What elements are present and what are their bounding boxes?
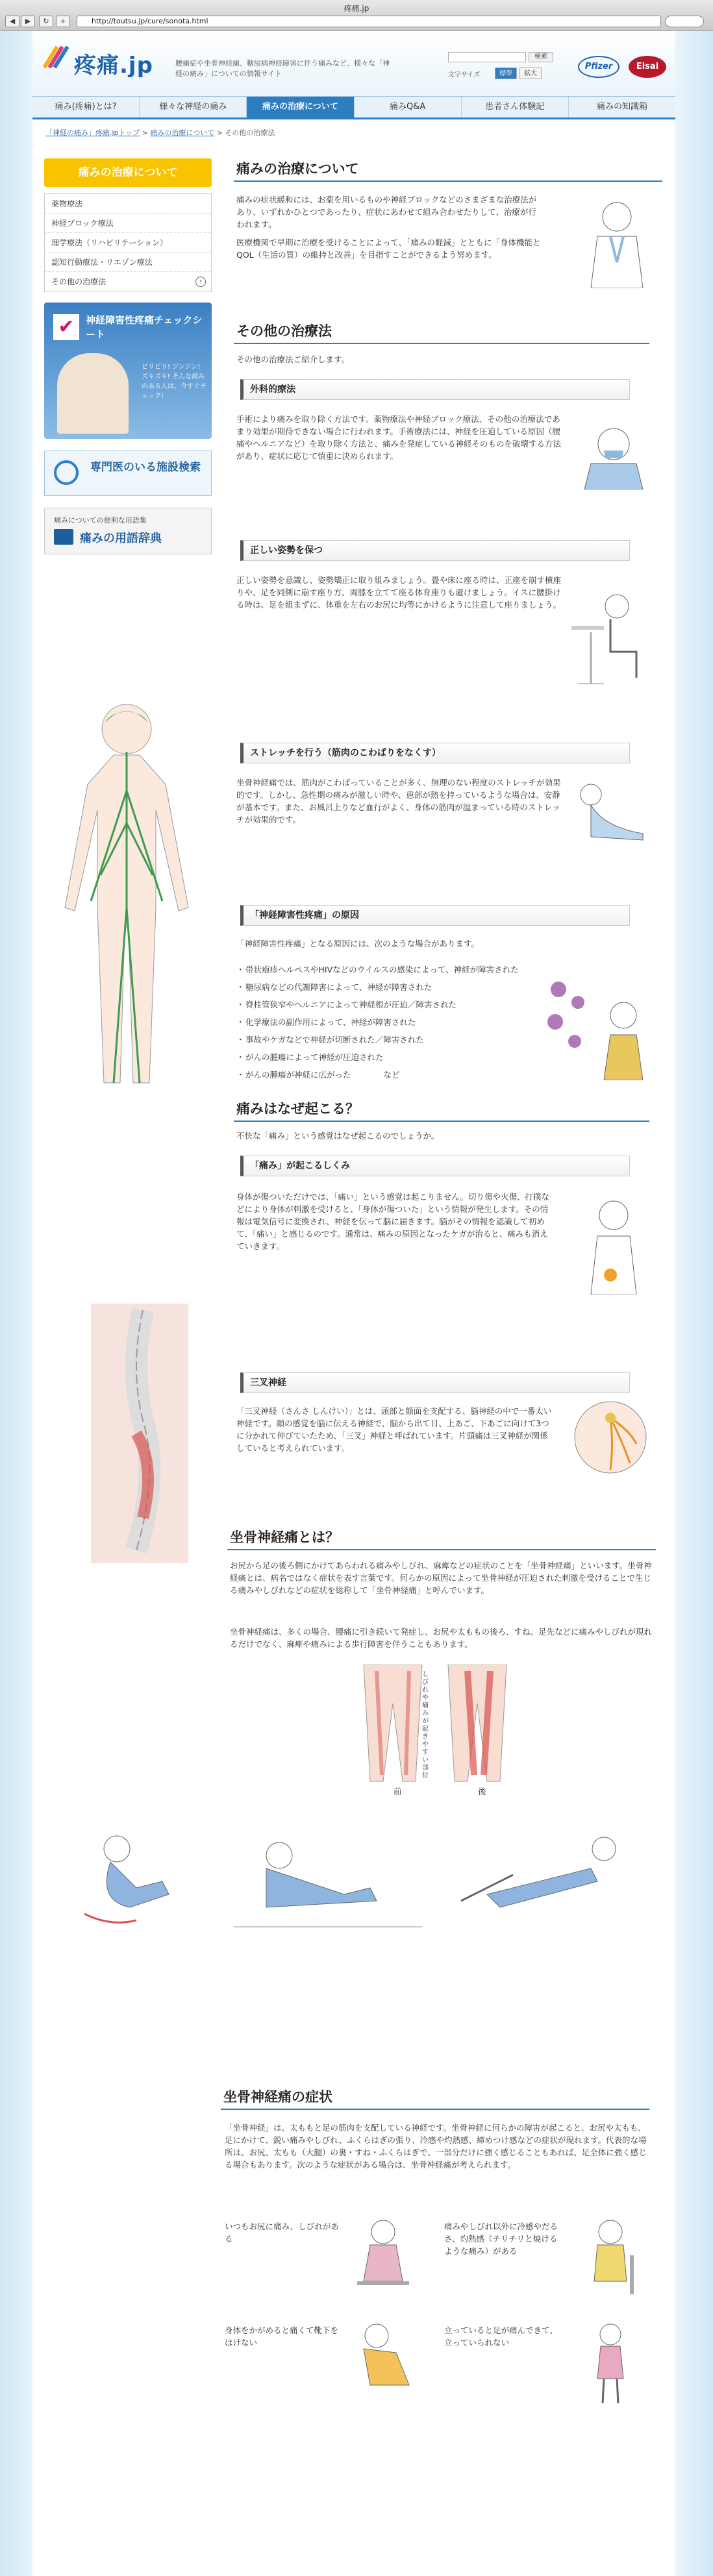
- leg-diagram: [351, 1665, 519, 1794]
- stretching-illustration: [565, 775, 656, 847]
- list-item: ・ 脊柱管狭窄やヘルニアによって神経根が圧迫／障害された: [236, 998, 522, 1011]
- content-wrapper: [32, 31, 675, 2576]
- symptom-4: [444, 2324, 561, 2349]
- chair-pain-illustration: [571, 2216, 656, 2301]
- mechanism-paragraph: 身体が傷ついただけでは、「痛い」という感覚は起こりません。切り傷や火傷、打撲などにより身体が刺激を受けると、「身体が傷ついた」という情報が発生します。その情報は電気信号に変換され、神経を伝って脳に届きます。脳がその情報を認識して初めて、「痛い」と感じるのです。通常は、痛みの原因となったケガが治ると、痛みも消えていきます。: [236, 1192, 550, 1251]
- logo-swoosh-icon: [43, 44, 69, 70]
- cause-intro: 「神経障害性疼痛」となる原因には、次のような場合があります。: [236, 939, 480, 948]
- breadcrumb-sep: >: [216, 129, 223, 137]
- breadcrumb-parent[interactable]: 痛みの治療について: [150, 129, 215, 137]
- virus-illustration: [539, 970, 656, 1080]
- stretch-paragraph: 坐骨神経痛では、筋肉がこわばっていることが多く、無理のない程度のストレッチが効果的です。しかし、急性期の痛みが激しい時や、患部が熱を持っているような場合は、安静が基本です。また、お風呂上りなど血行がよく、身体の筋肉が温まっている時のストレッチが効果的です。: [236, 778, 561, 824]
- site-logo[interactable]: 疼痛.jp: [74, 53, 153, 79]
- list-item: ・ 帯状疱疹ヘルペスやHIVなどのウイルスの感染によって、神経が障害された: [236, 963, 522, 976]
- gnav-qa[interactable]: 痛みQ&A: [355, 97, 462, 118]
- treatment-paragraph-1: 痛みの症状緩和には、お薬を用いるものや神経ブロックなどのさまざまな治療法があり、いずれかひとつであったり、症状にあわせて組み合わせたりして、治療が行われます。: [236, 195, 537, 229]
- gnav-nerve-pain[interactable]: 様々な神経の痛み: [140, 97, 247, 118]
- cause-list: [236, 963, 522, 1086]
- surgery-paragraph: 手術により痛みを取り除く方法です。薬物療法や神経ブロック療法、その他の治療法であまり効果が期待できない場合に行われます。手術療法には、神経を圧迫している原因（腰痛やヘルニアなど）を取り除く方法と、痛みを発症している神経そのものを破壊する方法があり、症状に応じて慎重に決められます。: [236, 414, 562, 461]
- global-nav: [32, 96, 675, 119]
- spine-illustration: [78, 1304, 201, 1563]
- book-icon: [54, 529, 73, 545]
- trigeminal-heading: 三叉神経: [240, 1372, 630, 1393]
- leg-label-back: 後: [478, 1787, 486, 1796]
- url-text: http://toutsu.jp/cure/sonota.html: [92, 17, 208, 25]
- page: [0, 31, 713, 2576]
- sciatica-paragraph-1: お尻から足の後ろ側にかけてあらわれる痛みやしびれ、麻痺などの症状のことを「坐骨神経痛」といいます。坐骨神経痛とは、病名ではなく症状を表す言葉です。何らかの原因によって坐骨神経が圧迫された刺激を受けることで生じる痛みやしびれなどの症状を総称して「坐骨神経痛」と呼んでいます。: [230, 1561, 652, 1595]
- url-bar[interactable]: [77, 16, 661, 27]
- doctor-photo: [57, 353, 129, 434]
- stretch-exercises-illustration: [71, 1823, 643, 1933]
- surgery-heading: 外科的療法: [240, 379, 630, 400]
- sitting-posture-illustration: [565, 587, 656, 684]
- sidebar-title: 痛みの治療について: [44, 158, 212, 187]
- nervous-system-illustration: [52, 693, 201, 1096]
- symptom-3: [225, 2324, 342, 2349]
- arrow-right-icon: ›: [195, 277, 206, 287]
- sitting-pain-illustration: [344, 2216, 429, 2301]
- cause-heading: 「神経障害性疼痛」の原因: [240, 905, 630, 926]
- reload-button[interactable]: ↻: [39, 16, 53, 27]
- symptom-text: 身体をかがめると痛くて靴下をはけない: [225, 2325, 339, 2347]
- list-item: ・ 化学療法の副作用によって、神経が障害された: [236, 1016, 522, 1028]
- window-title: 疼痛.jp: [344, 4, 369, 13]
- forward-button[interactable]: ▶: [21, 16, 35, 27]
- pain-mechanism-illustration: [571, 1197, 656, 1294]
- checksheet-banner[interactable]: [44, 303, 212, 439]
- checksheet-banner-title: 神経障害性疼痛チェックシート: [86, 314, 203, 340]
- other-treatments-heading: その他の治療法: [234, 321, 649, 344]
- checkmark-icon: ✔: [53, 314, 79, 340]
- sidebar-item-cbt[interactable]: [45, 253, 211, 272]
- sidebar-item-label: 認知行動療法・リエゾン療法: [51, 258, 153, 267]
- site-header: [32, 31, 675, 96]
- symptom-text: 痛みやしびれ以外に冷感やだるさ、灼熱感（チリチリと焼けるような痛み）がある: [444, 2222, 558, 2256]
- list-item: ・ がんの腫瘍が神経に広がった など: [236, 1069, 522, 1081]
- symptom-2: [444, 2220, 561, 2257]
- mechanism-heading: 「痛み」が起こるしくみ: [240, 1156, 630, 1176]
- sciatica-heading: 坐骨神経痛とは？: [227, 1527, 656, 1550]
- list-item: ・ 事故やケガなどで神経が切断された／障害された: [236, 1034, 522, 1046]
- site-search-button[interactable]: 検索: [529, 52, 553, 62]
- other-treatments-intro: その他の治療法ご紹介します。: [236, 354, 350, 364]
- magnifier-icon: [54, 460, 79, 485]
- symptoms-heading: 坐骨神経痛の症状: [221, 2087, 649, 2110]
- site-search-input[interactable]: [448, 52, 526, 62]
- browser-chrome: [0, 0, 713, 31]
- gnav-treatment[interactable]: 痛みの治療について: [247, 97, 354, 118]
- posture-paragraph: 正しい姿勢を意識し、姿勢矯正に取り組みましょう。畳や床に座る時は、正座を崩す横座りや、足を同側に崩す座り方、両膝を立てて座る体育座りも避けましょう。イスに腰掛ける時は、足を組まずに、体重を左右のお尻に均等にかけるように注意して座りましょう。: [236, 575, 562, 610]
- why-pain-heading: 痛みはなぜ起こる？: [234, 1098, 649, 1122]
- breadcrumb-sep: >: [142, 129, 148, 137]
- symptoms-intro: 「坐骨神経」は、太ももと足の筋肉を支配している神経です。坐骨神経に何らかの障害が起こると、お尻や太もも、足にかけて、鋭い痛みやしびれ、ふくらはぎの張り、冷感や灼熱感、締めつけ感などの症状が現れます。代表的な場所は、お尻、太もも（大腿）の裏・すね・ふくらはぎで、一部分だけに強く感じることもあれば、足全体に強く感じる場合もあります。次のような症状がある場合は、坐骨神経痛が考えられます。: [225, 2123, 647, 2170]
- glossary-banner[interactable]: [44, 508, 212, 554]
- glossary-banner-sub: 痛みについての便利な用語集: [54, 516, 147, 525]
- treatment-heading: 痛みの治療について: [234, 158, 662, 182]
- breadcrumb: [45, 127, 275, 138]
- sidebar-item-drug[interactable]: [45, 194, 211, 214]
- facility-search-banner[interactable]: [44, 451, 212, 496]
- treatment-paragraph-2: 医療機関で早期に治療を受けることによって、「痛みの軽減」とともに「身体機能とQOL（生活の質）の維持と改善」を目指すことができるよう努めます。: [236, 238, 541, 260]
- facility-search-label: 専門医のいる施設検索: [90, 461, 201, 474]
- stretch-heading: ストレッチを行う（筋肉のこわばりをなくす）: [240, 743, 630, 763]
- sidebar: [44, 158, 212, 554]
- trigeminal-paragraph: 「三叉神経（さんさ しんけい）」とは、頭部と顔面を支配する、脳神経の中で一番太い神経です。顔の感覚を脳に伝える神経で、脳から出て目、上あご、下あごに向けて3つに分かれて伸びていたため、「三叉」神経と呼ばれています。片頭痛は三叉神経が関係していると考えられています。: [236, 1406, 552, 1453]
- back-button[interactable]: ◀: [5, 16, 19, 27]
- posture-heading: 正しい姿勢を保つ: [240, 540, 630, 561]
- symptom-text: いつもお尻に痛み、しびれがある: [225, 2222, 339, 2244]
- sidebar-item-label: 薬物療法: [51, 199, 83, 208]
- sidebar-item-label: 神経ブロック療法: [51, 219, 114, 228]
- fontsize-large-button[interactable]: 拡大: [519, 68, 542, 79]
- gnav-knowledge[interactable]: 痛みの知識箱: [596, 102, 647, 112]
- sidebar-item-nerve-block[interactable]: [45, 214, 211, 233]
- leg-label-area: しびれや痛みが起きやすい部位: [422, 1671, 429, 1779]
- pfizer-logo[interactable]: Pfizer: [578, 56, 619, 78]
- sidebar-list: [44, 193, 212, 292]
- sciatica-paragraph-2: 坐骨神経痛は、多くの場合、腰痛に引き続いて発症し、お尻や太ももの後ろ、すね、足先などに痛みやしびれが現れるだけでなく、麻痺や痛みによる歩行障害を伴うこともあります。: [230, 1627, 653, 1649]
- surgeon-illustration: [571, 418, 656, 489]
- sidebar-item-rehab[interactable]: [45, 233, 211, 253]
- sidebar-item-other[interactable]: [45, 272, 211, 291]
- list-item: ・ がんの腫瘍によって神経が圧迫された: [236, 1051, 522, 1063]
- symptom-1: [225, 2220, 342, 2245]
- eisai-logo[interactable]: Eisai: [629, 56, 666, 78]
- glossary-banner-title: 痛みの用語辞典: [80, 532, 162, 545]
- breadcrumb-current: その他の治療法: [225, 129, 275, 137]
- doctor-illustration: [571, 197, 656, 288]
- why-pain-intro: 不快な「痛み」という感覚はなぜ起こるのでしょうか。: [236, 1131, 440, 1141]
- add-bookmark-button[interactable]: +: [56, 16, 70, 27]
- fontsize-normal-button[interactable]: 標準: [495, 68, 517, 79]
- trigeminal-head-illustration: [565, 1392, 656, 1483]
- socks-illustration: [344, 2320, 429, 2398]
- main-content: [223, 158, 662, 2347]
- browser-search-field[interactable]: [665, 16, 704, 27]
- sidebar-item-label: 理学療法（リハビリテーション）: [51, 238, 168, 247]
- checksheet-banner-text: ピリピリ! ジンジン! ズキズキ! そんな痛みのある人は、今すぐチェック!: [142, 364, 206, 400]
- standing-pain-illustration: [571, 2320, 656, 2405]
- fontsize-label: 文字サイズ: [448, 71, 481, 79]
- site-tagline: 腰痛症や坐骨神経痛、糖尿病神経障害に伴う痛みなど、様々な「神経の痛み」についての情報サイト: [175, 59, 390, 78]
- gnav-pain[interactable]: 痛み(疼痛)とは?: [32, 97, 140, 118]
- symptom-text: 立っていると足が痛んできて、立っていられない: [444, 2325, 558, 2347]
- leg-label-front: 前: [394, 1787, 402, 1796]
- gnav-stories[interactable]: 患者さん体験記: [462, 97, 569, 118]
- breadcrumb-home[interactable]: 「神経の痛み」疼痛.jpトップ: [45, 129, 140, 137]
- sidebar-item-label: その他の治療法: [51, 277, 106, 286]
- list-item: ・ 糖尿病などの代謝障害によって、神経が障害された: [236, 981, 522, 993]
